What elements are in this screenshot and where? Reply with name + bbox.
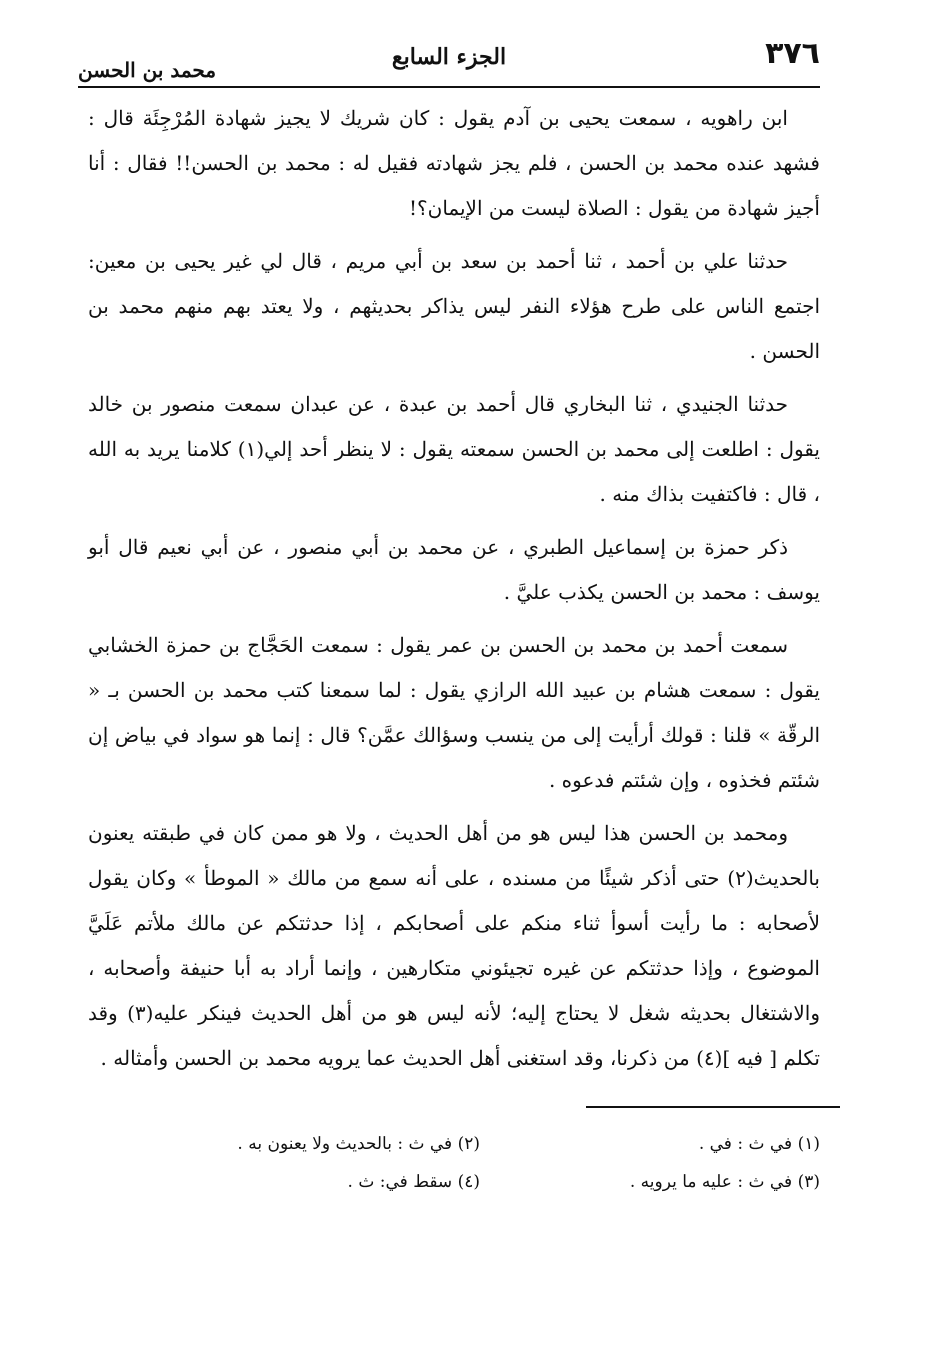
paragraph: ذكر حمزة بن إسماعيل الطبري ، عن محمد بن أبي منصور ، عن أبي نعيم قال أبو يوسف : محمد بن الحسن يكذب عليَّ . [88,535,820,604]
main-text [88,96,820,1089]
paragraph: حدثنا الجنيدي ، ثنا البخاري قال أحمد بن عبدة ، عن عبدان سمعت منصور بن خالد يقول : اطلعت إلى محمد بن الحسن سمعته يقول : لا ينظر أحد إلي(١) كلامنا يريد به الله ، قال : فاكتفيت بذاك منه . [88,392,820,506]
footnotes [160,1130,820,1196]
page-number: ٣٧٦ [765,36,820,71]
running-title: الجزء السابع [391,44,507,70]
paragraph: ومحمد بن الحسن هذا ليس هو من أهل الحديث ، ولا هو ممن كان في طبقته يعنون بالحديث(٢) حتى أذكر شيئًا من مسنده ، على أنه سمع من مالك « الموطأ » وكان يقول لأصحابه : ما رأيت أسوأ ثناء منكم على أصحابكم ، إذا حدثتكم عن مالك ملأتم عَلَيَّ الموضوع ، وإذا حدثتكم عن غيره تجيئوني متكارهين ، وإنما أراد به أبا حنيفة وأصحابه ، والاشتغال بحديثه شغل لا يحتاج إليه؛ لأنه ليس هو من أهل الحديث فينكر عليه(٣) وقد تكلم [ فيه ](٤) من ذكرنا، وقد استغنى أهل الحديث عما يرويه محمد بن الحسن وأمثاله . [88,821,820,1070]
paragraph: حدثنا علي بن أحمد ، ثنا أحمد بن سعد بن أبي مريم ، قال لي غير يحيى بن معين: اجتمع الناس على طرح هؤلاء النفر ليس يذاكر بحديثهم ، ولا يعتد بهم منهم محمد بن الحسن . [88,249,820,363]
page-header [78,36,820,88]
paragraph: ابن راهويه ، سمعت يحيى بن آدم يقول : كان شريك لا يجيز شهادة المُرْجِئَة قال : فشهد عنده محمد بن الحسن ، فلم يجز شهادته فقيل له : محمد بن الحسن!! فقال : أنا أجيز شهادة من يقول : الصلاة ليست من الإيمان؟! [88,106,820,220]
footnote-4: (٤) سقط في: ث . [347,1172,480,1192]
footnote-2: (٢) في ث : بالحديث ولا يعنون به . [237,1134,480,1154]
footnote-divider [586,1106,840,1108]
footnote-3: (٣) في ث : عليه ما يرويه . [629,1172,820,1192]
paragraph: سمعت أحمد بن محمد بن الحسن بن عمر يقول : سمعت الحَجَّاج بن حمزة الخشابي يقول : سمعت هشام بن عبيد الله الرازي يقول : لما سمعنا كتب محمد بن الحسن بـ « الرقّة » قلنا : قولك أرأيت إلى من ينسب وسؤالك عمَّن؟ قال : إنما هو سواد في بياض إن شئتم فخذوه ، وإن شئتم فدعوه . [88,633,820,792]
footnote-1: (١) في ث : في . [698,1134,820,1154]
running-author: محمد بن الحسن [78,58,217,82]
